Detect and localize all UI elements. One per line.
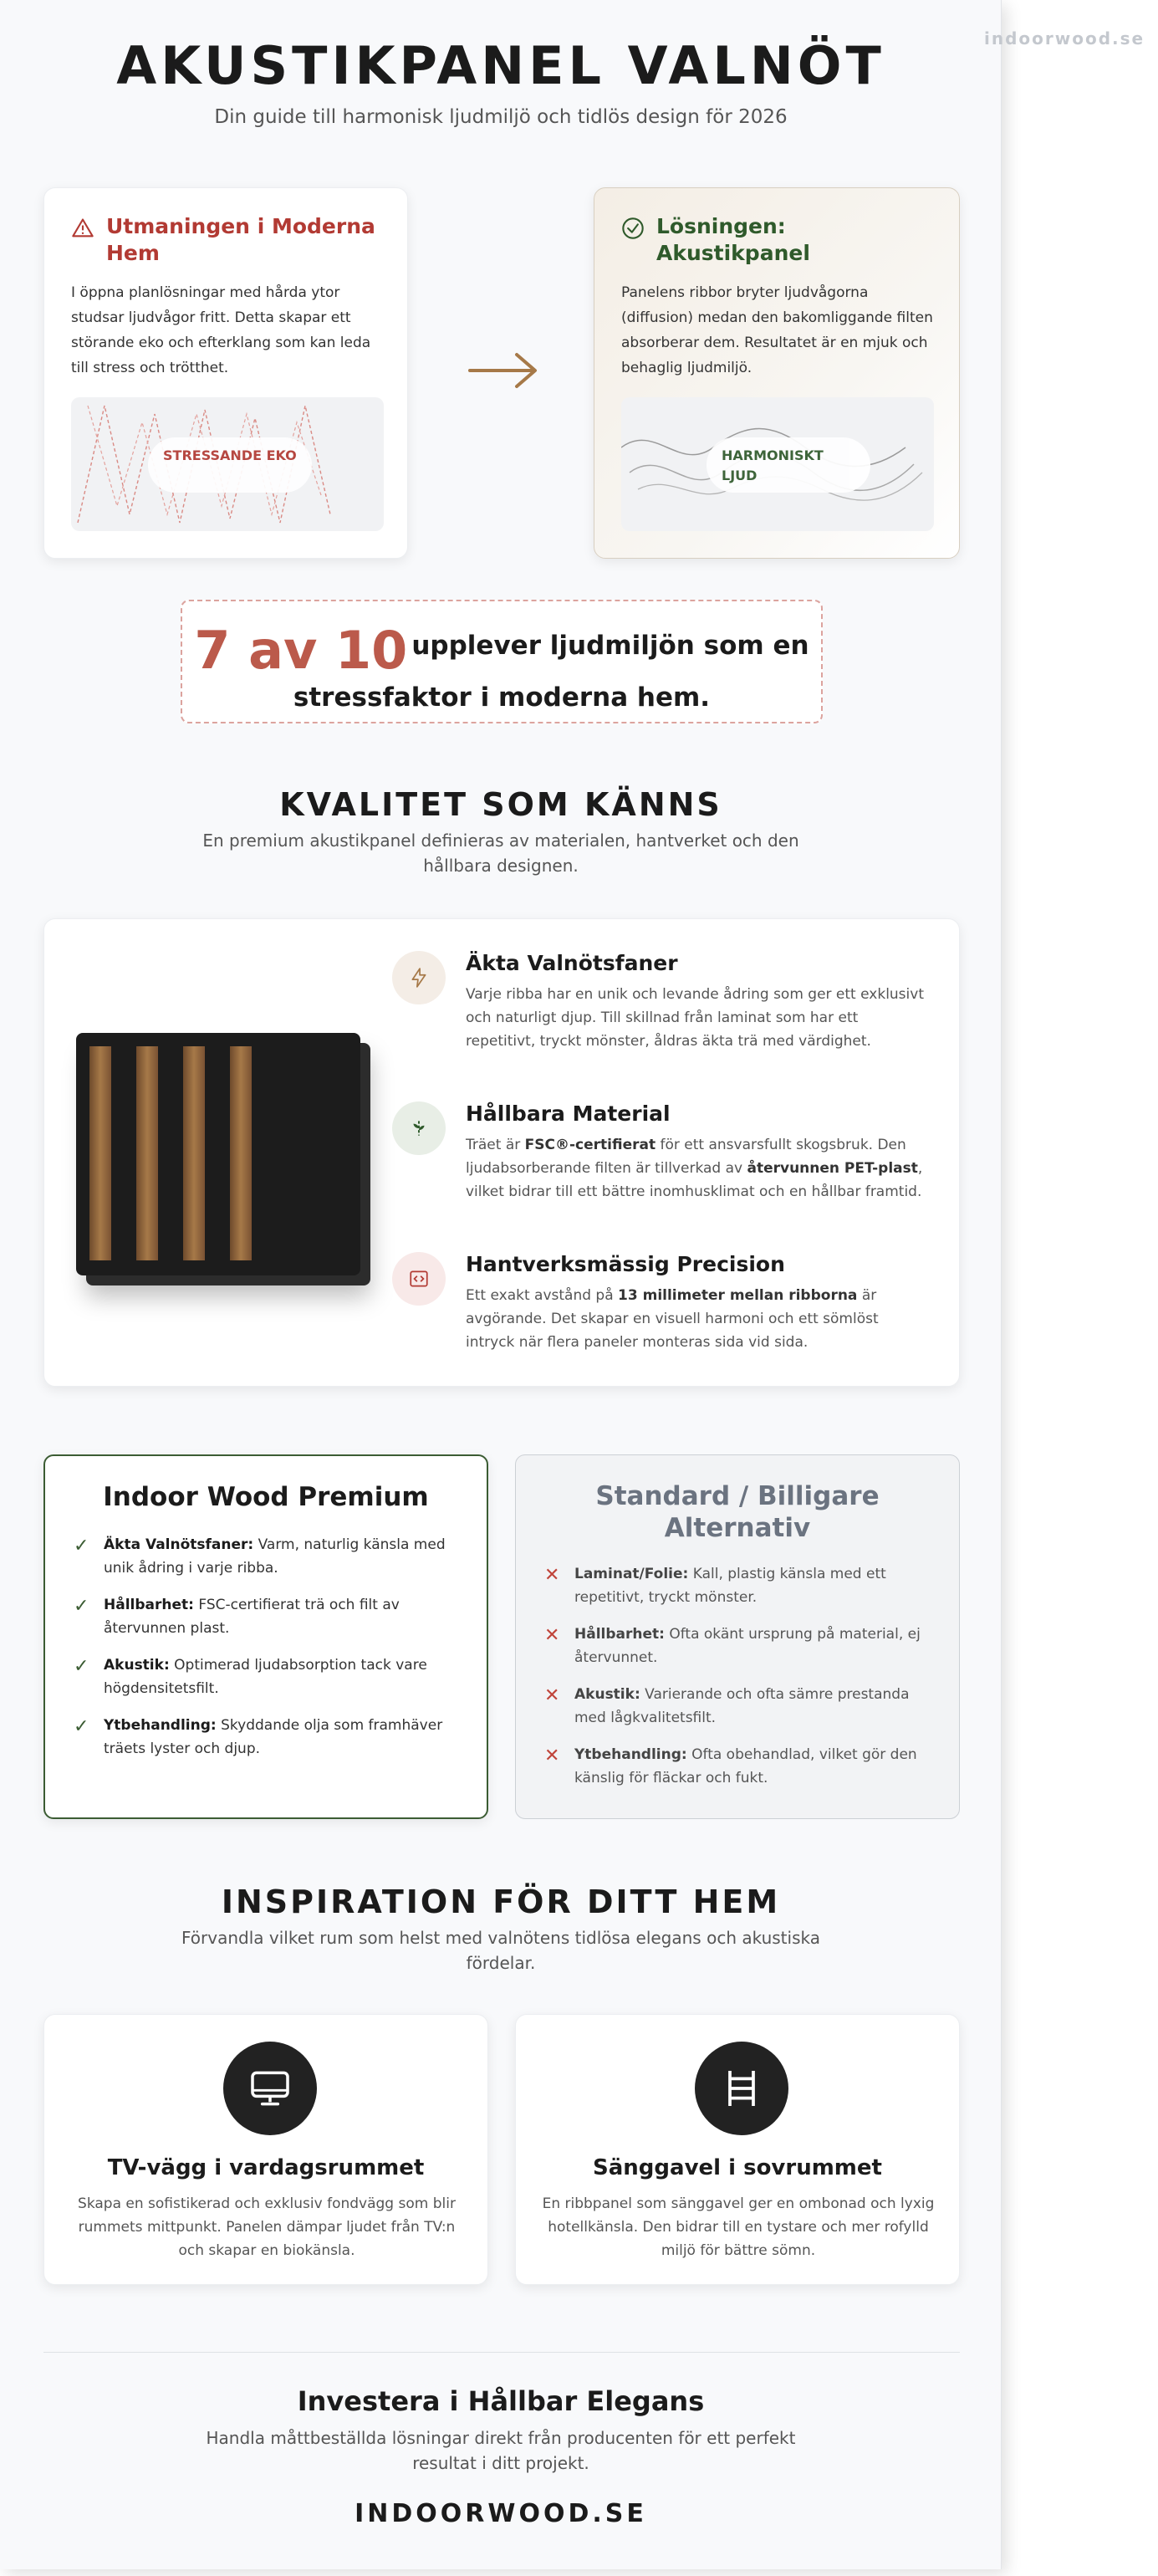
monitor-icon — [223, 2042, 317, 2135]
warning-icon — [71, 217, 94, 240]
feature-title: Hållbara Material — [466, 1101, 671, 1126]
feature-title: Äkta Valnötsfaner — [466, 951, 678, 975]
divider — [43, 2352, 960, 2353]
inspiration-card-bed — [515, 2014, 960, 2285]
check-icon: ✓ — [74, 1656, 89, 1677]
problem-title: Utmaningen i Moderna Hem — [106, 214, 375, 265]
echo-visual — [71, 397, 384, 531]
standard-list — [544, 1562, 934, 1803]
card-text: En ribbpanel som sänggavel ger en ombonad och lyxig hotellkänsla. Den bidrar till en tystare och mer rofylld miljö för bättre sömn. — [542, 2195, 935, 2259]
watermark: indoorwood.se — [984, 28, 1145, 49]
cta-title: Investera i Hållbar Elegans — [297, 2385, 705, 2417]
solution-card — [594, 187, 960, 559]
list-item: ✕ Akustik: Varierande och ofta sämre prestanda med lågkvalitetsfilt. — [544, 1685, 910, 1726]
check-icon: ✓ — [74, 1716, 89, 1737]
code-icon — [392, 1252, 446, 1306]
panel-slat — [230, 1046, 252, 1260]
sprout-icon — [392, 1101, 446, 1155]
inspiration-subtitle: Förvandla vilket rum som helst med valnötens tidlösa elegans och akustiska fördelar. — [181, 1928, 820, 1973]
panel-slat — [89, 1046, 111, 1260]
list-item: ✕ Laminat/Folie: Kall, plastig känsla med ett repetitivt, tryckt mönster. — [544, 1565, 886, 1606]
list-item: ✓ Hållbarhet: FSC-certifierat trä och filt av återvunnen plast. — [74, 1596, 400, 1637]
problem-text: I öppna planlösningar med hårda ytor studsar ljudvågor fritt. Detta skapar ett störande eko och efterklang som kan leda till stress och trötthet. — [71, 284, 371, 376]
feature-title: Hantverksmässig Precision — [466, 1252, 785, 1276]
arrow-right-icon — [468, 350, 538, 391]
card-title: TV-vägg i vardagsrummet — [107, 2155, 425, 2180]
list-item: ✓ Ytbehandling: Skyddande olja som framhäver träets lyster och djup. — [74, 1716, 443, 1757]
list-item: ✓ Akustik: Optimerad ljudabsorption tack vare högdensitetsfilt. — [74, 1656, 427, 1697]
standard-title: Standard / Billigare Alternativ — [595, 1481, 880, 1543]
cross-icon: ✕ — [544, 1565, 560, 1586]
premium-title: Indoor Wood Premium — [103, 1482, 429, 1512]
feature-text: Träet är FSC®-certifierat för ett ansvarsfullt skogsbruk. Den ljudabsorberande filten är tillverkad av återvunnen PET-plast, vilket bidrar till ett bättre inomhusklimat och en hållbar framtid. — [466, 1137, 923, 1200]
panel-slat — [136, 1046, 158, 1260]
ladder-icon — [695, 2042, 788, 2135]
harmony-badge: HARMONISKT LJUD — [707, 437, 870, 493]
page-title: AKUSTIKPANEL VALNÖT — [116, 35, 885, 96]
quality-subtitle: En premium akustikpanel definieras av materialen, hantverket och den hållbara designen. — [202, 831, 799, 876]
premium-list — [74, 1533, 463, 1774]
cross-icon: ✕ — [544, 1745, 560, 1766]
stat-highlight: 7 av 10 — [194, 620, 408, 681]
inspiration-card-tv — [43, 2014, 488, 2285]
harmony-visual — [621, 397, 934, 531]
standard-comparison-card — [515, 1454, 960, 1819]
solution-text: Panelens ribbor bryter ljudvågorna (diffusion) medan den bakomliggande filten absorberar dem. Resultatet är en mjuk och behaglig ljudmiljö. — [621, 284, 933, 376]
echo-badge: STRESSANDE EKO — [148, 437, 312, 493]
page-subtitle: Din guide till harmonisk ljudmiljö och tidlös design för 2026 — [214, 106, 788, 128]
walnut-panel-illustration — [76, 1033, 360, 1275]
solution-title: Lösningen: Akustikpanel — [656, 214, 810, 265]
list-item: ✓ Äkta Valnötsfaner: Varm, naturlig känsla med unik ådring i varje ribba. — [74, 1536, 446, 1577]
feature-text: Ett exakt avstånd på 13 millimeter mellan ribborna är avgörande. Det skapar en visuell harmoni och ett sömlöst intryck när flera paneler monteras sida vid sida. — [466, 1287, 879, 1351]
list-item: ✕ Ytbehandling: Ofta obehandlad, vilket gör den känslig för fläckar och fukt. — [544, 1745, 917, 1786]
stat-text: upplever ljudmiljön som en stressfaktor i moderna hem. — [293, 631, 809, 713]
quality-title: KVALITET SOM KÄNNS — [279, 786, 722, 823]
lightning-icon — [392, 951, 446, 1004]
cross-icon: ✕ — [544, 1625, 560, 1646]
check-icon: ✓ — [74, 1596, 89, 1617]
check-circle-icon — [621, 217, 645, 240]
quality-card — [43, 918, 960, 1387]
inspiration-title: INSPIRATION FÖR DITT HEM — [221, 1883, 781, 1920]
stat-callout — [181, 600, 823, 723]
card-title: Sänggavel i sovrummet — [593, 2155, 882, 2180]
card-text: Skapa en sofistikerad och exklusiv fondvägg som blir rummets mittpunkt. Panelen dämpar ljudet från TV:n och skapar en biokänsla. — [78, 2195, 456, 2259]
cross-icon: ✕ — [544, 1685, 560, 1706]
check-icon: ✓ — [74, 1536, 89, 1556]
problem-card — [43, 187, 408, 559]
brand-link[interactable]: INDOORWOOD.SE — [355, 2499, 647, 2528]
premium-comparison-card — [43, 1454, 488, 1819]
feature-text: Varje ribba har en unik och levande ådring som ger ett exklusivt och naturligt djup. Till skillnad från laminat som har ett repetitivt, tryckt mönster, åldras äkta trä med värdighet. — [466, 986, 924, 1050]
list-item: ✕ Hållbarhet: Ofta okänt ursprung på material, ej återvunnet. — [544, 1625, 921, 1666]
cta-subtitle: Handla måttbeställda lösningar direkt från producenten för ett perfekt resultat i ditt projekt. — [206, 2428, 796, 2473]
panel-slat — [183, 1046, 205, 1260]
